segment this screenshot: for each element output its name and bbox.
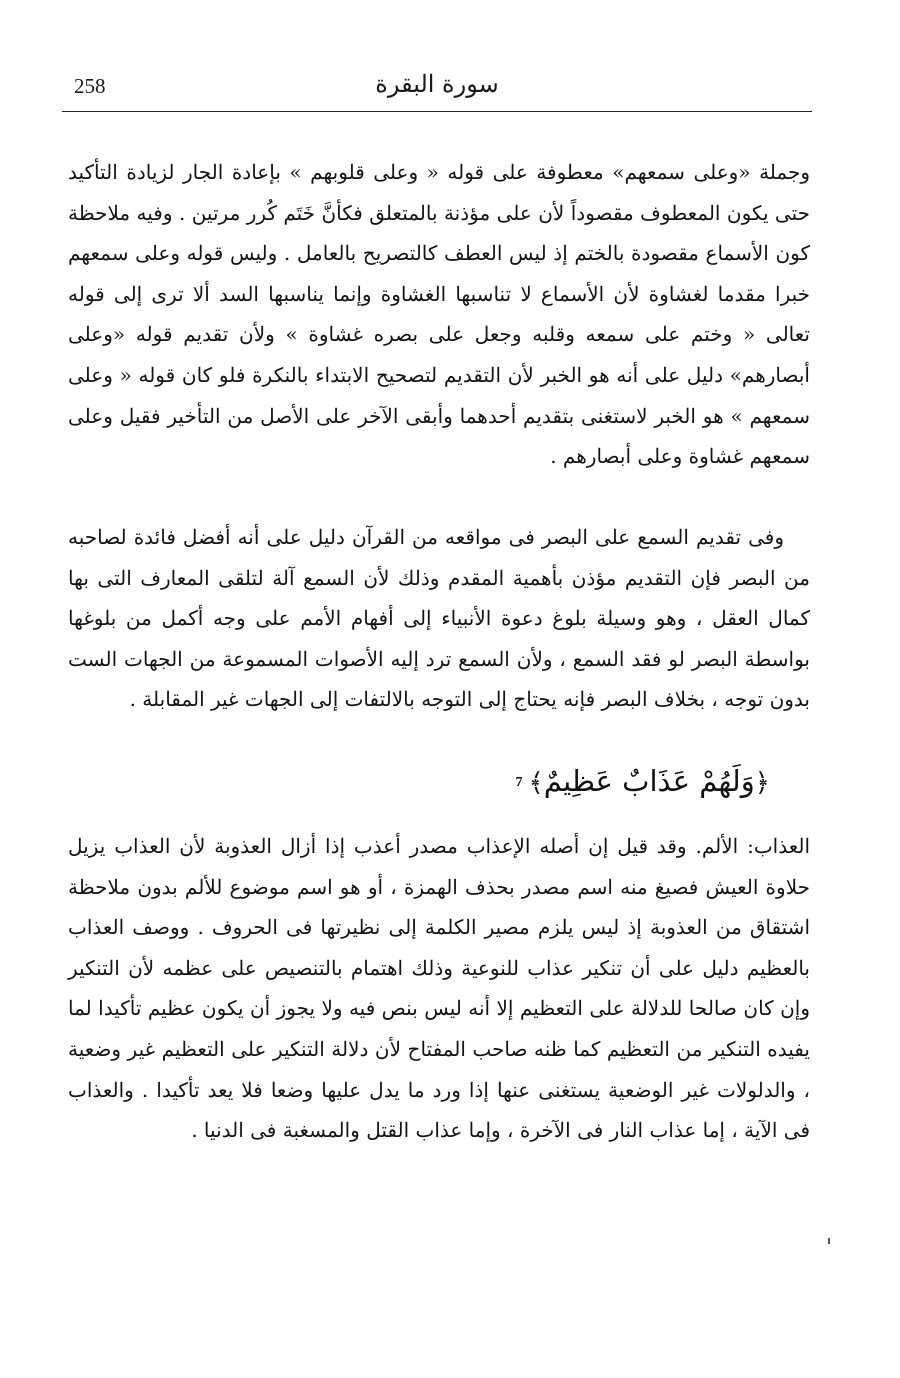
scan-speck xyxy=(828,1238,830,1244)
commentary-block-3 xyxy=(68,826,810,1151)
paragraph-hearing-before-sight: وفى تقديم السمع على البصر فى مواقعه من القرآن دليل على أنه أفضل فائدة لصاحبه من البصر فإن التقديم مؤذن بأهمية المقدم وذلك لأن السمع آلة لتلقى المعارف التى بها كمال العقل ، وهو وسيلة بلوغ دعوة الأنبياء إلى أفهام الأمم على وجه أكمل من بلوغها بواسطة البصر لو فقد السمع ، ولأن السمع ترد إليه الأصوات المسموعة من الجهات الست بدون توجه ، بخلاف البصر فإنه يحتاج إلى التوجه بالالتفات إلى الجهات غير المقابلة . xyxy=(68,525,810,712)
header-divider xyxy=(62,111,812,112)
commentary-block-2 xyxy=(68,517,810,720)
paragraph-adhab: العذاب: الألم. وقد قيل إن أصله الإعذاب مصدر أعذب إذا أزال العذوبة لأن العذاب يزيل حلاوة العيش فصيغ منه اسم مصدر بحذف الهمزة ، أو هو اسم موضوع للألم بدون ملاحظة اشتقاق من العذوبة إذ ليس يلزم مصير الكلمة إلى نظيرتها فى الحروف . ووصف العذاب بالعظيم دليل على أن تنكير عذاب للنوعية وذلك اهتمام بالتنصيص على عظمه لأن التنكير وإن كان صالحا للدلالة على التعظيم إلا أنه ليس بنص فيه ولا يجوز أن يكون عظيم تأكيدا لما يفيده التنكير من التعظيم كما ظنه صاحب المفتاح لأن دلالة التنكير على التعظيم غير وضعية ، والدلولات غير الوضعية يستغنى عنها إذا ورد ما يدل عليها وضعا فلا يعد تأكيدا . والعذاب فى الآية ، إما عذاب النار فى الآخرة ، وإما عذاب القتل والمسغبة فى الدنيا . xyxy=(68,834,810,1143)
commentary-block-1 xyxy=(68,152,810,477)
page-number: 258 xyxy=(74,74,106,98)
verse-close-bracket: ﴾ xyxy=(528,768,544,798)
quran-verse xyxy=(430,764,770,814)
verse-open-bracket: ﴿ xyxy=(754,768,770,798)
verse-text: وَلَهُمْ عَذَابٌ عَظِيمٌ xyxy=(543,764,755,798)
surah-title: سورة البقرة xyxy=(375,70,499,98)
verse-number: 7 xyxy=(515,775,523,790)
paragraph-sam-abssar: وجملة «وعلى سمعهم» معطوفة على قوله « وعلى قلوبهم » بإعادة الجار لزيادة التأكيد حتى يكون المعطوف مقصوداً لأن على مؤذنة بالمتعلق فكأنَّ خَتَم كُرر مرتين . وفيه ملاحظة كون الأسماع مقصودة بالختم إذ ليس العطف كالتصريح بالعامل . وليس قوله وعلى سمعهم خبرا مقدما لغشاوة لأن الأسماع لا تناسبها الغشاوة وإنما يناسبها السد ألا ترى إلى قوله تعالى « وختم على سمعه وقلبه وجعل على بصره غشاوة » ولأن تقديم قوله «وعلى أبصارهم» دليل على أنه هو الخبر لأن التقديم لتصحيح الابتداء بالنكرة فلو كان قوله « وعلى سمعهم » هو الخبر لاستغنى بتقديم أحدهما وأبقى الآخر على الأصل من التأخير فقيل وعلى سمعهم غشاوة وعلى أبصارهم . xyxy=(68,160,810,469)
running-header xyxy=(62,66,812,110)
